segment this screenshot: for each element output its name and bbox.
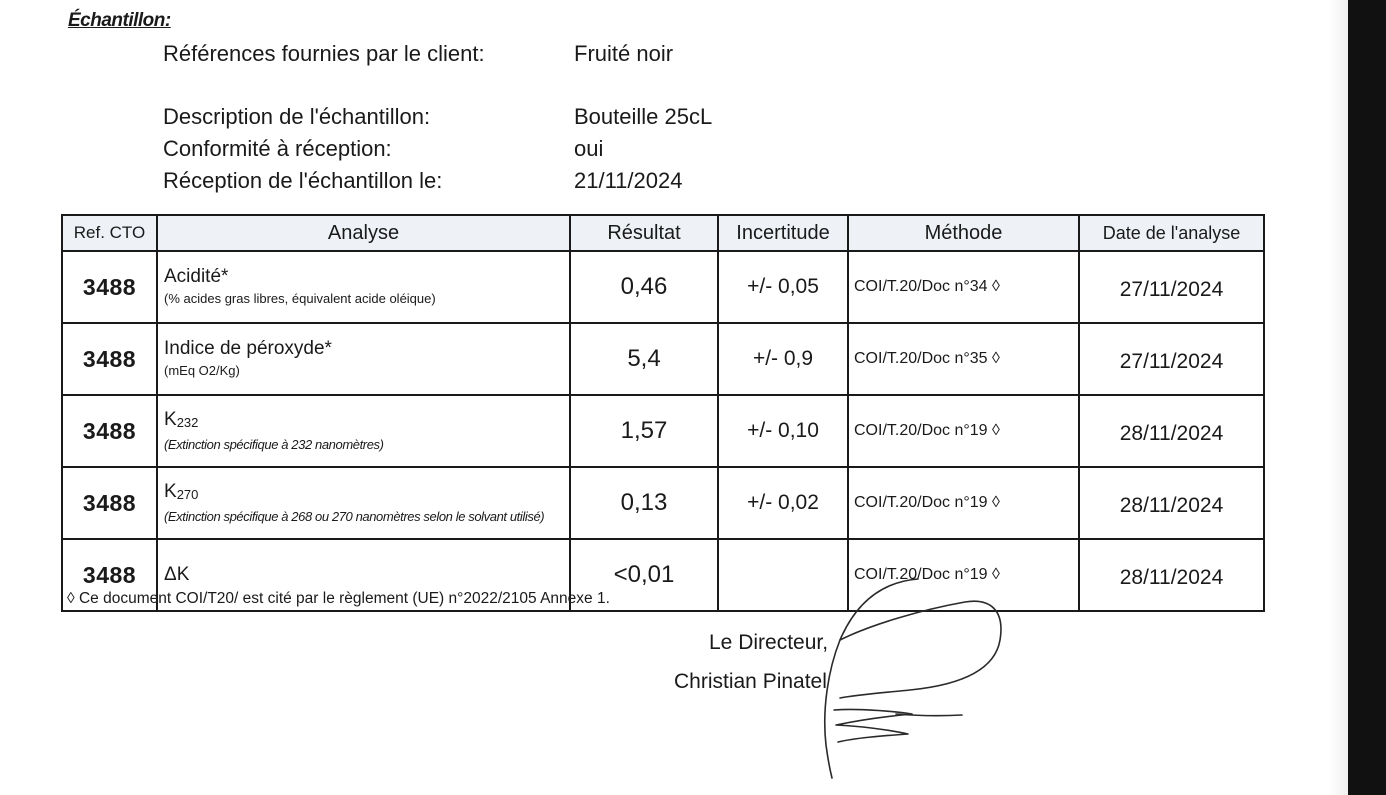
- sample-section-title: Échantillon:: [68, 10, 171, 31]
- sample-description-value: Bouteille 25cL: [574, 104, 713, 129]
- conformity-value: oui: [574, 136, 604, 161]
- header-analyse: Analyse: [157, 215, 570, 251]
- sample-description-label: Description de l'échantillon:: [163, 104, 431, 129]
- analyse-description: (mEq O2/Kg): [164, 363, 240, 378]
- header-date-analyse: Date de l'analyse: [1079, 215, 1264, 251]
- client-reference-label: Références fournies par le client:: [163, 41, 485, 66]
- analysis-date-cell: 28/11/2024: [1079, 395, 1264, 467]
- analyse-symbol: K: [164, 408, 177, 430]
- table-row: [62, 395, 1264, 467]
- table-row: [62, 251, 1264, 323]
- analyse-name: [164, 481, 563, 506]
- analyse-name: Acidité*: [164, 266, 229, 287]
- analyse-name: ΔK: [164, 564, 190, 585]
- ref-cell: 3488: [62, 395, 157, 467]
- analyse-symbol-subscript: 232: [176, 414, 199, 430]
- ref-cell: 3488: [62, 323, 157, 395]
- method-cell: COI/T.20/Doc n°35 ◊: [848, 323, 1079, 395]
- analyse-symbol-subscript: 270: [176, 486, 199, 502]
- analysis-date-cell: 28/11/2024: [1079, 539, 1264, 611]
- header-incertitude: Incertitude: [718, 215, 848, 251]
- analysis-date-cell: 27/11/2024: [1079, 323, 1264, 395]
- analyse-cell: [157, 323, 570, 395]
- table-row: [62, 323, 1264, 395]
- ref-cell: 3488: [62, 539, 157, 611]
- client-reference-value: Fruité noir: [574, 41, 674, 66]
- page-edge-shadow: [1328, 0, 1348, 795]
- reception-date-value: 21/11/2024: [574, 168, 683, 193]
- result-cell: 5,4: [570, 323, 718, 395]
- result-cell: <0,01: [570, 539, 718, 611]
- conformity-label: Conformité à réception:: [163, 136, 392, 161]
- analyse-symbol: K: [164, 480, 177, 502]
- header-resultat: Résultat: [570, 215, 718, 251]
- method-cell: COI/T.20/Doc n°19 ◊: [848, 395, 1079, 467]
- header-ref-cto: Ref. CTO: [62, 215, 157, 251]
- analysis-results-table: [61, 214, 1265, 612]
- result-cell: 0,46: [570, 251, 718, 323]
- director-title: Le Directeur,: [709, 631, 829, 654]
- method-cell: COI/T.20/Doc n°34 ◊: [848, 251, 1079, 323]
- header-methode: Méthode: [848, 215, 1079, 251]
- analysis-date-cell: 28/11/2024: [1079, 467, 1264, 539]
- footnote: ◊ Ce document COI/T20/ est cité par le règlement (UE) n°2022/2105 Annexe 1.: [67, 590, 610, 607]
- analyse-name: [164, 409, 563, 434]
- analysis-date-cell: 27/11/2024: [1079, 251, 1264, 323]
- table-row: [62, 467, 1264, 539]
- result-cell: 1,57: [570, 395, 718, 467]
- analyse-cell: [157, 467, 570, 539]
- handwritten-signature: [800, 570, 1030, 785]
- analyse-name: Indice de péroxyde*: [164, 338, 332, 359]
- analyse-cell: [157, 251, 570, 323]
- reception-date-label: Réception de l'échantillon le:: [163, 168, 443, 193]
- uncertainty-cell: +/- 0,9: [718, 323, 848, 395]
- method-cell: COI/T.20/Doc n°19 ◊: [848, 467, 1079, 539]
- uncertainty-cell: +/- 0,10: [718, 395, 848, 467]
- uncertainty-cell: +/- 0,02: [718, 467, 848, 539]
- method-cell: COI/T.20/Doc n°19 ◊: [848, 539, 1079, 611]
- analyse-description: (% acides gras libres, équivalent acide oléique): [164, 291, 436, 306]
- director-name: Christian Pinatel: [674, 670, 827, 693]
- table-header-row: [62, 215, 1264, 251]
- viewer-dark-edge: [1348, 0, 1386, 795]
- ref-cell: 3488: [62, 467, 157, 539]
- result-cell: 0,13: [570, 467, 718, 539]
- analyse-description: (Extinction spécifique à 232 nanomètres): [164, 436, 384, 452]
- analyse-cell: [157, 395, 570, 467]
- ref-cell: 3488: [62, 251, 157, 323]
- uncertainty-cell: +/- 0,05: [718, 251, 848, 323]
- analyse-description: (Extinction spécifique à 268 ou 270 nanomètres selon le solvant utilisé): [164, 508, 545, 524]
